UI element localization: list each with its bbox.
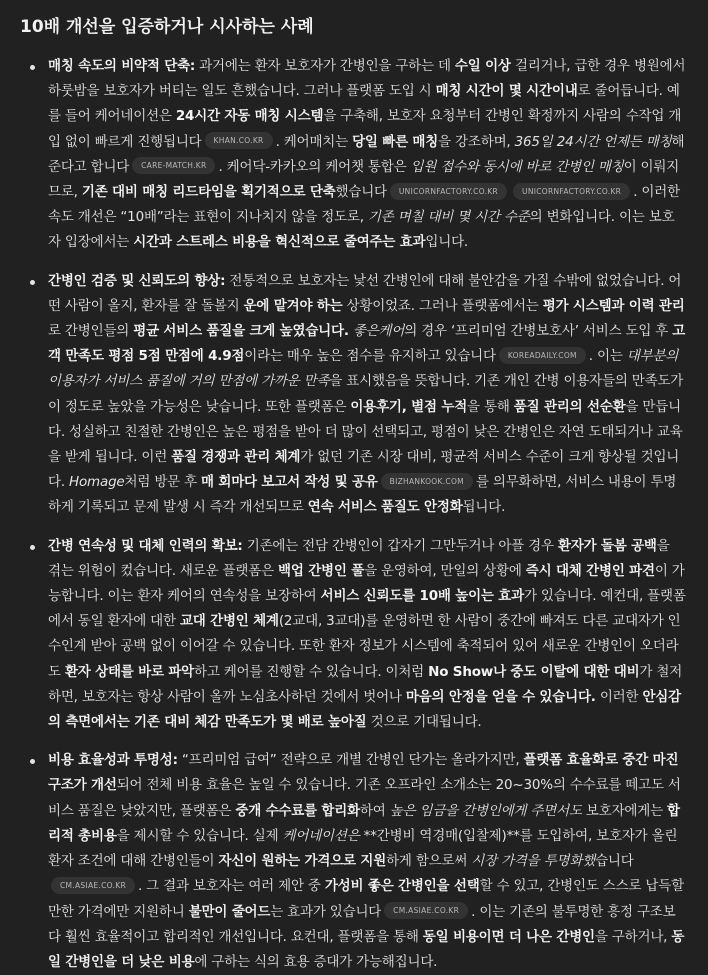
body-text: . 이는	[588, 348, 627, 365]
body-text: 을 운영하여, 만일의 상황에	[364, 562, 526, 579]
bold-text: 평가 시스템과 이력 관리	[542, 297, 685, 314]
body-text: 전통적으로 보호자는 낯선 간병인에 대해 불안감을 가질 수밖에 없었습니다. 어떤 사람이 올지, 환자를 잘 돌볼지	[48, 272, 682, 314]
source-citation-link[interactable]: UNICORNFACTORY.CO.KR	[390, 183, 507, 200]
source-citation-link[interactable]: UNICORNFACTORY.CO.KR	[513, 183, 630, 200]
italic-text: 365일 24시간 언제든 매칭	[514, 133, 672, 150]
body-text: 가 있습니다. 예컨대, 플랫폼에서 동일 환자에 대한	[48, 588, 686, 630]
bold-text: 기존 대비 매칭 리드타임을 획기적으로 단축	[81, 184, 336, 201]
bold-text: 교대 간병인 체계	[179, 613, 279, 630]
bold-text: 마음의 안정을 얻을 수 있습니다.	[405, 688, 596, 705]
body-text: 할 수 있고, 간병인도 스스로 납득할 만한 가격에만 지원하니	[48, 878, 684, 920]
body-text: 하고 케어를 진행할 수 있습니다. 이처럼	[194, 663, 429, 680]
bold-text: 이용후기, 별점 누적	[350, 398, 468, 415]
bullet-list	[20, 54, 686, 975]
italic-text: 시장 가격을 투명화했	[471, 853, 596, 870]
bold-text: 가성비 좋은 간병인을 선택	[324, 878, 480, 895]
bold-text: 동일 비용이면 더 나은 간병인	[422, 928, 595, 945]
source-citation-link[interactable]: CM.ASIAE.CO.KR	[51, 877, 135, 894]
bold-text: 서비스 신뢰도를 10배 높이는 효과	[320, 588, 524, 605]
bold-text: 간병인 검증 및 신뢰도의 향상:	[48, 272, 226, 289]
body-text: . 케어닥-카카오의 케어챗 통합은	[218, 158, 411, 175]
body-text: 를 의무화하면, 서비스 내용이 투명하게 기록되고 문제 발생 시 즉각 개선되므로	[48, 474, 677, 516]
body-text: 을 통해	[467, 398, 514, 415]
body-text: 되어 전체 비용 효율은 높일 수 있습니다. 기존 오프라인 소개소는 20~30%의 수수료를 떼고도 서비스 품질은 낮았지만, 플랫폼은	[48, 777, 681, 819]
body-text: 걸리거나, 급한 경우 병원에서 하룻밤을 보호자가 버티는 일도 흔했습니다. 그러나 플랫폼 도입 시	[48, 58, 686, 100]
italic-text: 높은 임금을 간병인에게 주면서도	[389, 802, 582, 819]
body-text: . 그 결과 보호자는 여러 제안 중	[138, 878, 325, 895]
body-text: 을 표시했음을 뜻합니다. 기존 개인 간병 이용자들의 만족도가 이 정도로 높았을 가능성은 낮습니다. 또한 플랫폼은	[48, 373, 684, 415]
source-citation-link[interactable]: CM.ASIAE.CO.KR	[384, 902, 468, 919]
body-text: **간병비 역경매(입찰제)**를 도입하여, 보호자가 올린 환자 조건에 대해 간병인들이	[48, 827, 678, 870]
body-text: 해준다고 합니다	[48, 133, 685, 175]
bold-text: 24시간 자동 매칭 시스템	[175, 108, 324, 125]
bold-text: 수일 이상	[454, 58, 511, 74]
bold-text: 즉시 대체 간병인 파견	[525, 562, 655, 579]
body-text: 가 없던 기존 시장 대비, 평균적 서비스 수준이 크게 향상될 것입니다.	[48, 449, 680, 491]
italic-text: 케어네이션은	[282, 827, 360, 844]
body-text: 이 가능합니다. 이는 환자 케어의 연속성을 보장하여	[48, 562, 685, 605]
bold-text: 매 회마다 보고서 작성 및 공유	[201, 474, 378, 491]
body-text: . 이러한 속도 개선은 “10배”라는 표현이 지나치지 않을 정도로,	[48, 184, 680, 226]
body-text: . 이는 기존의 불투명한 흥정 구조보다 훨씬 효율적이고 합리적인 개선입니다. 요컨대, 플랫폼을 통해	[48, 903, 676, 945]
body-text: 로 간병인들의	[48, 323, 134, 340]
body-text: 는 효과가 있습니다	[270, 903, 382, 920]
source-citation-link[interactable]: CARE-MATCH.KR	[132, 157, 215, 174]
body-text: “프리미엄 급여” 전략으로 개별 간병인 단가는 올라가지만,	[177, 752, 524, 769]
body-text: 로 줄어듭니다. 예를 들어 케어네이션은	[48, 83, 680, 125]
list-item	[20, 534, 686, 736]
body-text: 과거에는 환자 보호자가 간병인을 구하는 데	[195, 58, 455, 74]
source-citation-link[interactable]: BIZHANKOOK.COM	[381, 473, 473, 490]
italic-text: 대부분의 이용자가 서비스 품질에 거의 만점에 가까운 만족	[48, 348, 679, 390]
body-text: (2교대, 3교대)를 운영하면 한 사람이 중간에 빠져도 다른 교대자가 인수인계 받아 공백 없이 이어갈 수 있습니다. 또한 환자 정보가 시스템에 축적되어 있어 새로운 간병인이 오더라도	[48, 613, 681, 680]
bold-text: 평균 서비스 품질을 크게 높였습니다.	[133, 323, 349, 340]
bold-text: 연속 서비스 품질도 안정화	[307, 499, 463, 516]
source-citation-link[interactable]: KHAN.CO.KR	[205, 132, 273, 149]
bold-text: 간병 연속성 및 대체 인력의 확보:	[48, 537, 243, 554]
body-text: 의 경우 ‘프리미엄 간병보호사’ 서비스 도입 후	[404, 323, 673, 340]
italic-text: 기존 며칠 대비 몇 시간 수준	[367, 209, 530, 226]
body-text: 이러한	[595, 688, 643, 705]
bold-text: 고객 만족도 평점 5점 만점에 4.9점	[48, 323, 686, 365]
bold-text: 중개 수수료를 합리화	[235, 802, 360, 819]
bold-text: 운에 맡겨야 하는	[243, 297, 343, 314]
bold-text: 백업 간병인 풀	[278, 562, 365, 579]
list-item	[20, 269, 686, 521]
body-text: 상황이었죠. 그러나 플랫폼에서는	[342, 297, 543, 314]
body-text: 이라는 매우 높은 점수를 유지하고 있습니다	[244, 348, 496, 365]
body-text: 하게 함으로써	[386, 853, 472, 870]
bold-text: 품질 관리의 선순환	[513, 398, 626, 415]
italic-text: 입원 접수와 동시에 바로 간병인 매칭	[410, 158, 624, 175]
body-text: 을 강조하며,	[438, 133, 515, 150]
list-item	[20, 748, 686, 975]
bold-text: 환자가 돌봄 공백	[557, 537, 657, 554]
list-item	[20, 54, 686, 256]
section-heading: 10배 개선을 입증하거나 시사하는 사례	[20, 17, 314, 37]
body-text: 을 구축해, 보호자 요청부터 간병인 확정까지 사람의 수작업 개입 없이 빠르게 진행됩니다	[48, 108, 682, 150]
bold-text: 당일 빠른 매칭	[352, 133, 439, 150]
body-text: 것으로 기대됩니다.	[366, 714, 482, 731]
bold-text: No Show나 중도 이탈에 대한 대비	[428, 663, 640, 680]
bold-text: 시간과 스트레스 비용을 혁신적으로 줄여주는 효과	[133, 234, 426, 251]
body-text: 을 만듭니다. 성실하고 친절한 간병인은 높은 평점을 받아 더 많이 선택되고, 평점이 낮은 간병인은 자연 도태되거나 교육을 받게 됩니다. 이런	[48, 398, 683, 466]
body-text: 가 철저하면, 보호자는 항상 사람이 올까 노심초사하던 것에서 벗어나	[48, 663, 683, 705]
bold-text: 불만이 줄어드	[188, 903, 271, 920]
bold-text: 동일 간병인을 더 낮은 비용	[48, 928, 685, 970]
body-text: 됩니다.	[462, 499, 506, 516]
body-text: 의 변화입니다. 이는 보호자 입장에서는	[48, 209, 675, 251]
source-citation-link[interactable]: KOREADAILY.COM	[499, 347, 586, 364]
bold-text: 환자 상태를 바로 파악	[64, 663, 195, 680]
body-text: 하여	[359, 802, 390, 819]
italic-text: Homage	[69, 474, 125, 491]
body-text: 이 이뤄지므로,	[48, 158, 680, 201]
bold-text: 안심감의 측면에서는 기존 대비 체감 만족도가 몇 배로 높아질	[48, 688, 681, 731]
body-text: 을 구하거나,	[594, 928, 672, 945]
body-text: . 케어매치는	[275, 133, 353, 150]
body-text: 입니다.	[425, 234, 469, 251]
italic-text: 좋은케어	[352, 323, 405, 340]
body-text: 습니다	[595, 853, 634, 870]
body-text: 에 구하는 식의 효용 증대가 가능해집니다.	[194, 953, 438, 970]
bold-text: 플랫폼 효율화로 중간 마진 구조가 개선	[48, 752, 679, 794]
body-text: 기존에는 전담 간병인이 갑자기 그만두거나 아플 경우	[242, 537, 558, 554]
body-text: 했습니다	[335, 184, 387, 201]
bold-text: 품질 경쟁과 관리 체계	[171, 449, 301, 466]
bold-text: 비용 효율성과 투명성:	[48, 752, 178, 769]
bold-text: 매칭 속도의 비약적 단축:	[48, 58, 196, 74]
body-text: 처럼 방문 후	[124, 474, 202, 491]
body-text: 을 겪는 위험이 컸습니다. 새로운 플랫폼은	[48, 537, 670, 579]
bold-text: 자신이 원하는 가격으로 지원	[218, 853, 387, 870]
body-text: 을 제시할 수 있습니다. 실제	[116, 827, 283, 844]
bold-text: 매칭 시간이 몇 시간이내	[435, 83, 578, 100]
body-text: 보호자에게는	[581, 802, 668, 819]
bold-text: 합리적 총비용	[48, 802, 680, 844]
